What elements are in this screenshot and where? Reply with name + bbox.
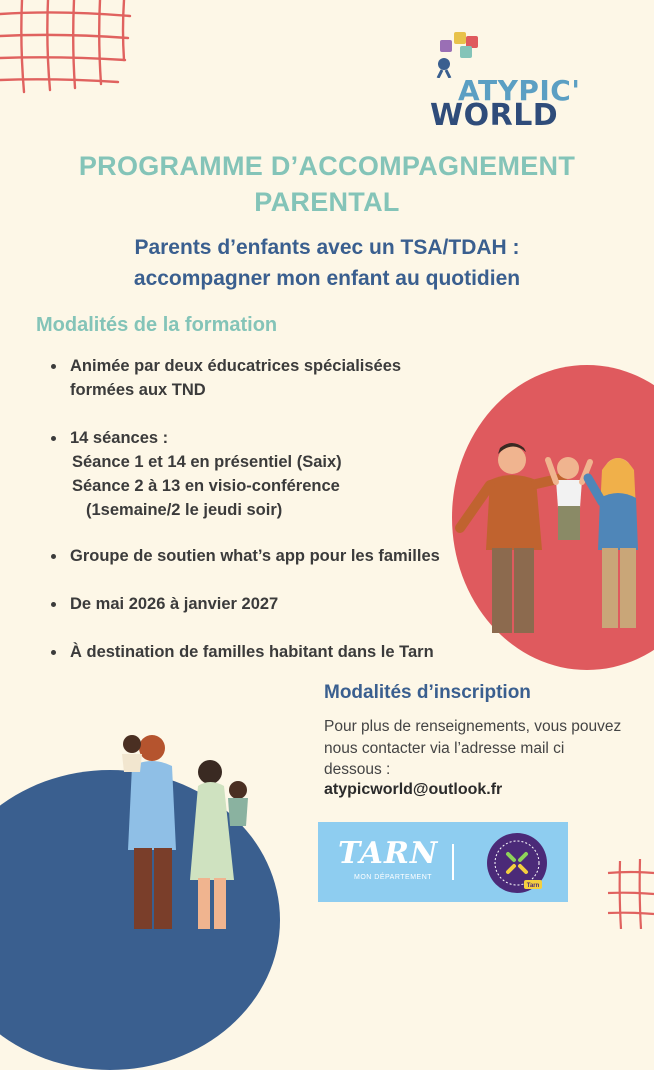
formation-heading: Modalités de la formation (36, 314, 278, 336)
inscription-heading: Modalités d’inscription (324, 682, 531, 703)
logo-line-2: WORLD (430, 98, 559, 133)
list-item (48, 354, 488, 402)
list-item-line: formées aux TND (70, 381, 206, 399)
tarn-logo-tagline: MON DÉPARTEMENT (354, 874, 433, 881)
list-item-line: Animée par deux éducatrices spécialisées (70, 357, 402, 375)
tarn-logo-text: TARN (338, 836, 439, 871)
logo-line-1: ATYPIC' (458, 74, 581, 107)
page-title (0, 148, 654, 220)
list-item (48, 640, 488, 664)
list-item (48, 592, 488, 616)
list-item-line: De mai 2026 à janvier 2027 (70, 595, 279, 613)
list-item-line: (1semaine/2 le jeudi soir) (86, 501, 283, 519)
subtitle-line-2: accompagner mon enfant au quotidien (133, 267, 521, 290)
decorative-grid-bottom-right (606, 857, 654, 929)
list-item-line: Séance 2 à 13 en visio-conférence (72, 477, 340, 495)
logo-divider (452, 844, 454, 880)
list-item (48, 426, 488, 522)
partner-logos-banner (318, 822, 568, 902)
decorative-grid-top-left (0, 0, 135, 95)
formation-list (48, 354, 488, 664)
list-item-line: À destination de familles habitant dans le Tarn (70, 643, 434, 661)
atypic-world-logo (420, 30, 595, 133)
list-item-line: Séance 1 et 14 en présentiel (Saix) (72, 453, 342, 471)
contact-email[interactable]: atypicworld@outlook.fr (324, 781, 503, 798)
list-item-line: 14 séances : (70, 429, 169, 447)
puzzle-icon (434, 30, 494, 78)
conference-des-financeurs-logo (486, 832, 548, 894)
inscription-text: Pour plus de renseignements, vous pouvez nous contacter via l’adresse mail ci dessous : (324, 718, 622, 778)
cf-badge: Tarn (526, 883, 540, 889)
list-item (48, 544, 488, 568)
family-walking-illustration (110, 730, 270, 929)
page-subtitle (0, 232, 654, 294)
title-line-2: PARENTAL (254, 187, 400, 217)
subtitle-line-1: Parents d’enfants avec un TSA/TDAH : (134, 236, 520, 259)
list-item-line: Groupe de soutien what’s app pour les familles (70, 547, 440, 565)
title-line-1: PROGRAMME D’ACCOMPAGNEMENT (78, 151, 576, 181)
